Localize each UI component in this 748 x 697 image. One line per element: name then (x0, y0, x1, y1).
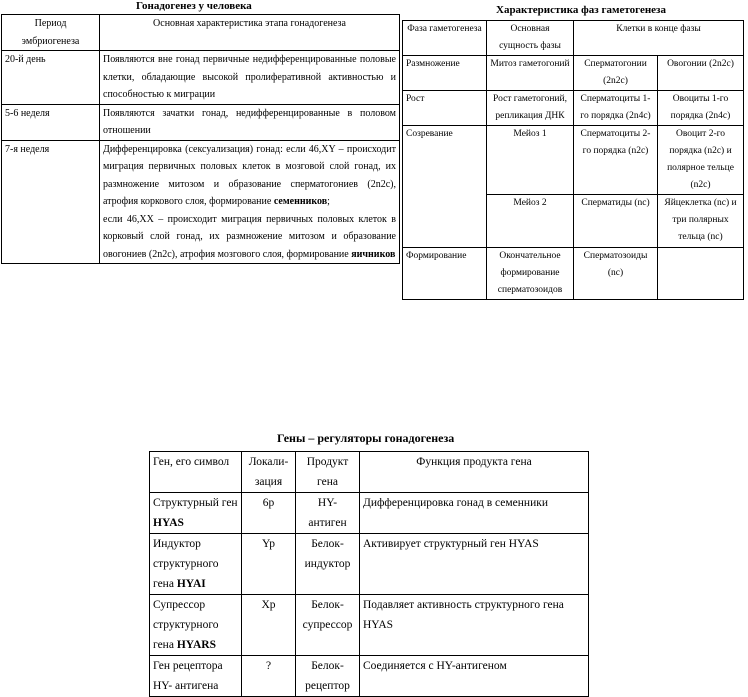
header-function: Функция продукта гена (360, 452, 589, 493)
female-cells (658, 248, 744, 300)
gonadogenesis-table (1, 14, 400, 264)
product-cell: Белок- супрессор (296, 595, 360, 656)
table-header-row (403, 21, 744, 56)
phase-cell: Формирование (403, 248, 487, 300)
female-cells: Яйцеклетка (nc) и три полярных тельца (nc) (658, 195, 744, 248)
function-cell: Соединяется с HY-антигеном (360, 656, 589, 697)
table-row (150, 656, 589, 697)
header-characteristic: Основная характеристика этапа гонадогенеза (100, 15, 400, 51)
gene-cell (150, 534, 242, 595)
header-phase: Фаза гаметогенеза (403, 21, 487, 56)
header-gene: Ген, его символ (150, 452, 242, 493)
bold-testes: семенников (273, 196, 328, 207)
text-xy-end: ; (327, 196, 330, 207)
gametogenesis-table (402, 20, 744, 300)
product-cell: HY- антиген (296, 493, 360, 534)
gene-symbol: HYAI (176, 578, 206, 590)
essence-cell: Окончательное формирование сперматозоидов (487, 248, 574, 300)
characteristic-cell: Появляются зачатки гонад, недифференцированные в половом отношении (100, 104, 400, 140)
essence-cell: Мейоз 1 (487, 126, 574, 195)
location-cell: ? (242, 656, 296, 697)
gene-cell (150, 595, 242, 656)
gene-regulators-table (149, 451, 589, 697)
characteristic-cell (100, 140, 400, 264)
male-cells: Сперматозоиды (nc) (574, 248, 658, 300)
phase-cell: Созревание (403, 126, 487, 248)
female-cells: Овогонии (2n2c) (658, 56, 744, 91)
text-xy: Дифференцировка (сексуализация) гонад: если 46,XY – происходит миграция первичных половых клеток в мозговой слой гонад, их размножение митозом и образование сперматогониев (2n2c), атрофия коркового слоя, формирование (103, 143, 396, 207)
male-cells: Сперматогонии (2n2c) (574, 56, 658, 91)
bold-ovaries: яичников (351, 248, 396, 260)
gene-name: Индуктор структурного гена (153, 538, 219, 590)
header-product: Продукт гена (296, 452, 360, 493)
period-cell: 5-6 неделя (2, 104, 100, 140)
text-xx: если 46,XX – происходит миграция первичных половых клеток в корковый слой гонад, их размножение митозом и образование овогониев (2n2c), атрофия мозгового слоя, формирование (103, 213, 396, 260)
table-row (403, 91, 744, 126)
phase-cell: Размножение (403, 56, 487, 91)
gene-cell (150, 656, 242, 697)
table-row (2, 140, 400, 264)
table-row (403, 248, 744, 300)
period-cell: 7-я неделя (2, 140, 100, 264)
table-header-row (2, 15, 400, 51)
function-cell: Дифференцировка гонад в семенники (360, 493, 589, 534)
product-cell: Белок- рецептор (296, 656, 360, 697)
table3-title: Гены – регуляторы гонадогенеза (277, 431, 455, 445)
header-cells: Клетки в конце фазы (574, 21, 744, 56)
table-row (403, 56, 744, 91)
essence-cell: Мейоз 2 (487, 195, 574, 248)
gene-name: Ген рецептора HY- антигена (153, 660, 223, 692)
table2-title: Характеристика фаз гаметогенеза (496, 4, 666, 16)
table-row (2, 104, 400, 140)
function-cell: Активирует структурный ген HYAS (360, 534, 589, 595)
female-cells: Овоциты 1-го порядка (2n4c) (658, 91, 744, 126)
essence-cell: Митоз гаметогоний (487, 56, 574, 91)
gene-name: Структурный ген (153, 497, 238, 509)
gene-cell (150, 493, 242, 534)
table-header-row (150, 452, 589, 493)
table-row (403, 126, 744, 195)
essence-cell: Рост гаметогоний, репликация ДНК (487, 91, 574, 126)
header-essence: Основная сущность фазы (487, 21, 574, 56)
gene-symbol: HYARS (176, 639, 217, 651)
table-row (150, 595, 589, 656)
phase-cell: Рост (403, 91, 487, 126)
table-row (150, 534, 589, 595)
location-cell: Yp (242, 534, 296, 595)
male-cells: Сперматиды (nc) (574, 195, 658, 248)
male-cells: Сперматоциты 1-го порядка (2n4c) (574, 91, 658, 126)
function-cell: Подавляет активность структурного гена HYAS (360, 595, 589, 656)
location-cell: 6p (242, 493, 296, 534)
table-row (2, 51, 400, 105)
gene-name: Супрессор структурного гена (153, 599, 219, 651)
male-cells: Сперматоциты 2-го порядка (n2c) (574, 126, 658, 195)
product-cell: Белок- индуктор (296, 534, 360, 595)
location-cell: Xp (242, 595, 296, 656)
characteristic-cell: Появляются вне гонад первичные недифференцированные половые клетки, обладающие высокой пролиферативной активностью и способностью к миграции (100, 51, 400, 105)
header-period: Период эмбриогенеза (2, 15, 100, 51)
table1-title: Гонадогенез у человека (136, 0, 252, 12)
table-row (150, 493, 589, 534)
gene-symbol: HYAS (153, 517, 184, 529)
female-cells: Овоцит 2-го порядка (n2c) и полярное тельце (n2c) (658, 126, 744, 195)
header-location: Локали- зация (242, 452, 296, 493)
period-cell: 20-й день (2, 51, 100, 105)
